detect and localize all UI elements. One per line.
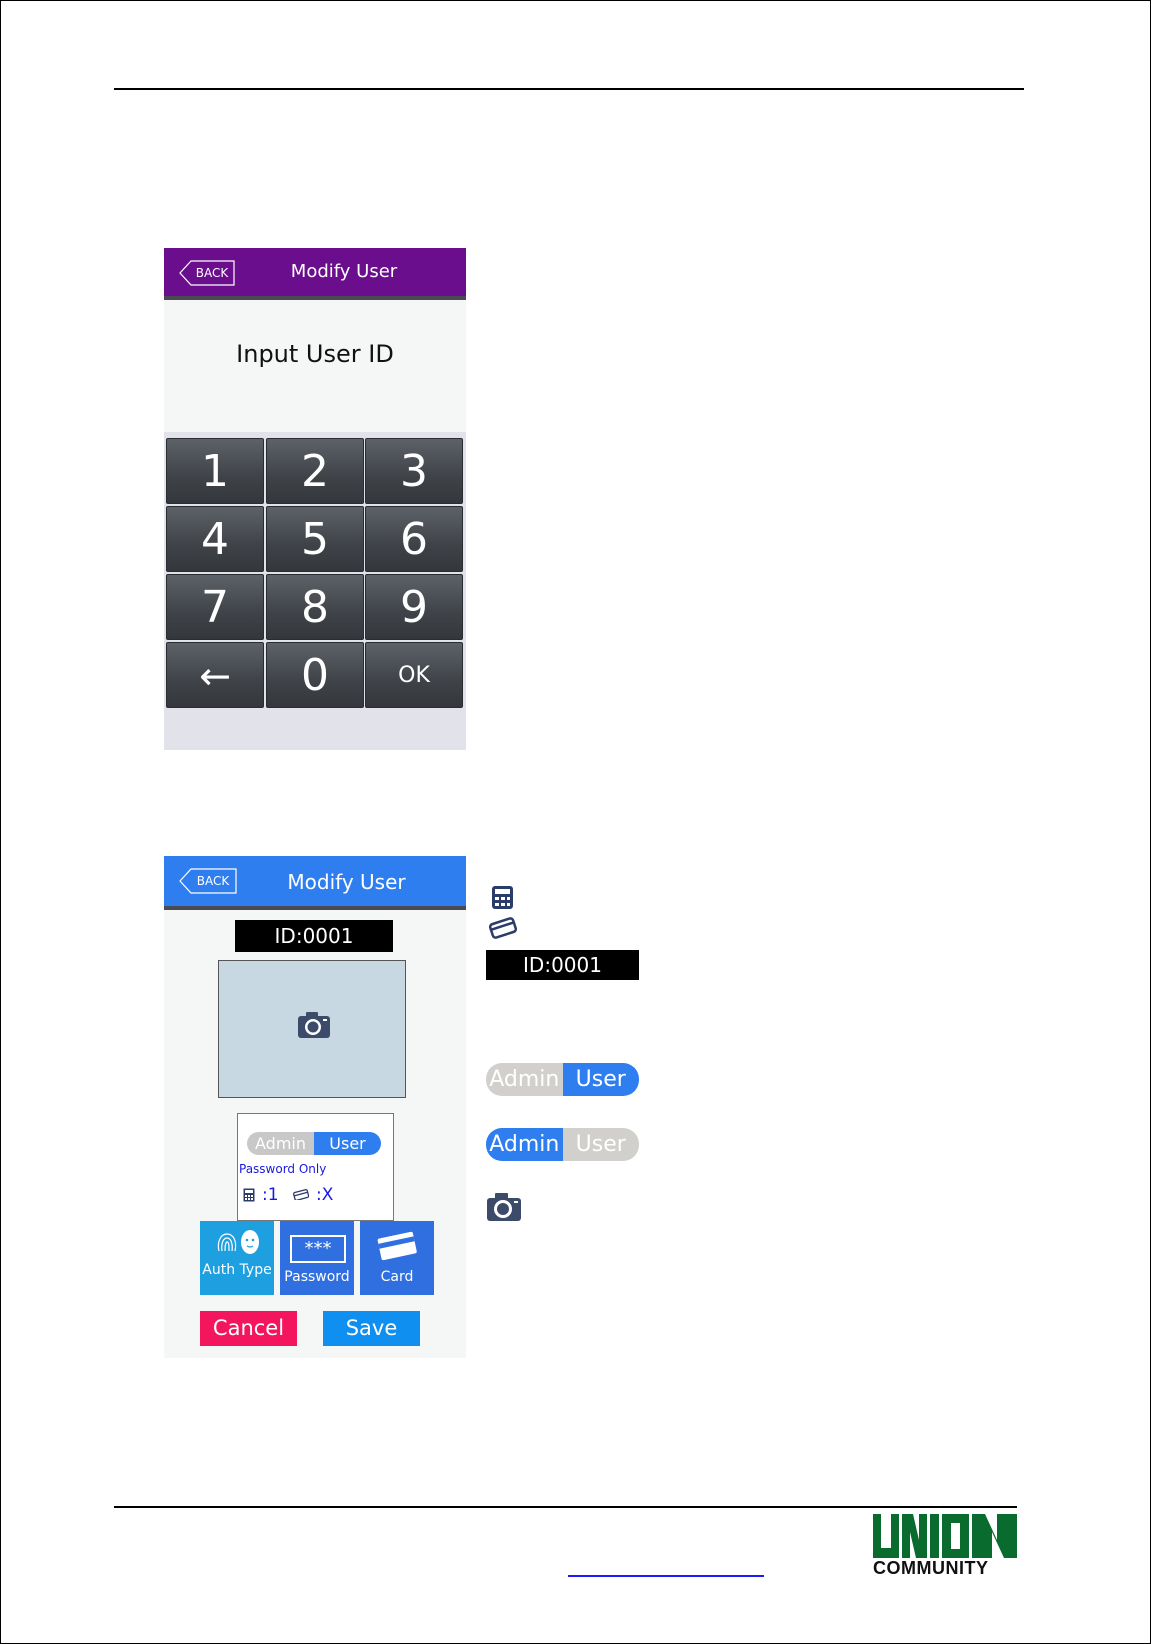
key-5[interactable]: 5 [266, 506, 364, 572]
toggle-user-option[interactable]: User [314, 1132, 381, 1155]
card-icon [489, 917, 517, 939]
save-button[interactable]: Save [323, 1311, 420, 1346]
key-2[interactable]: 2 [266, 438, 364, 504]
screen-header [164, 248, 466, 300]
toggle-user-option: User [563, 1128, 640, 1161]
union-community-logo [873, 1514, 1017, 1578]
key-3[interactable]: 3 [365, 438, 463, 504]
screen-header [164, 856, 466, 910]
header-rule [114, 88, 1024, 90]
key-6[interactable]: 6 [365, 506, 463, 572]
screen-title: Modify User [290, 261, 398, 282]
footer-link-underline[interactable] [568, 1575, 764, 1577]
fingerprint-face-icon [214, 1229, 262, 1257]
keypad-area [164, 432, 466, 750]
card-button[interactable] [360, 1221, 434, 1295]
auth-type-button[interactable] [200, 1221, 274, 1295]
password-label: Password [284, 1269, 350, 1285]
footer-rule [114, 1506, 1017, 1508]
logo-wordmark: COMMUNITY [873, 1558, 989, 1578]
key-7[interactable]: 7 [166, 574, 264, 640]
back-button[interactable] [179, 868, 237, 894]
camera-icon [486, 1192, 522, 1222]
toggle-admin-option: Admin [486, 1063, 563, 1096]
photo-area[interactable] [218, 960, 406, 1098]
admin-user-toggle[interactable] [247, 1132, 381, 1155]
auth-type-label: Auth Type [202, 1262, 272, 1278]
user-id-display-legend: ID:0001 [486, 950, 639, 980]
password-button[interactable] [280, 1221, 354, 1295]
modify-user-detail-screen [164, 856, 466, 1358]
back-label: BACK [196, 874, 230, 888]
toggle-admin-option[interactable]: Admin [247, 1132, 314, 1155]
key-0[interactable]: 0 [266, 642, 364, 708]
back-label: BACK [195, 266, 229, 280]
key-9[interactable]: 9 [365, 574, 463, 640]
password-count: :1 [262, 1185, 279, 1205]
calculator-icon [243, 1188, 255, 1202]
admin-user-toggle-admin-selected [486, 1128, 639, 1161]
toggle-user-option: User [563, 1063, 640, 1096]
camera-icon [297, 1011, 331, 1039]
user-id-display: ID:0001 [235, 920, 393, 952]
input-prompt: Input User ID [236, 340, 394, 368]
toggle-admin-option: Admin [486, 1128, 563, 1161]
key-4[interactable]: 4 [166, 506, 264, 572]
cancel-button[interactable]: Cancel [200, 1311, 297, 1346]
back-button[interactable] [179, 260, 235, 286]
admin-user-toggle-user-selected [486, 1063, 639, 1096]
calculator-icon [491, 885, 514, 910]
card-icon [377, 1229, 417, 1261]
key-1[interactable]: 1 [166, 438, 264, 504]
backspace-key[interactable]: ← [166, 642, 264, 708]
screen-title: Modify User [287, 870, 406, 894]
card-icon [293, 1189, 309, 1200]
auth-mode-label: Password Only [239, 1162, 327, 1176]
key-8[interactable]: 8 [266, 574, 364, 640]
password-icon: *** [290, 1235, 346, 1263]
ok-key[interactable]: OK [365, 642, 463, 708]
user-info-panel [237, 1113, 394, 1221]
union-logo-mark [873, 1514, 1017, 1558]
card-count: :X [316, 1185, 334, 1205]
card-label: Card [380, 1269, 414, 1285]
modify-user-keypad-screen [164, 248, 466, 750]
